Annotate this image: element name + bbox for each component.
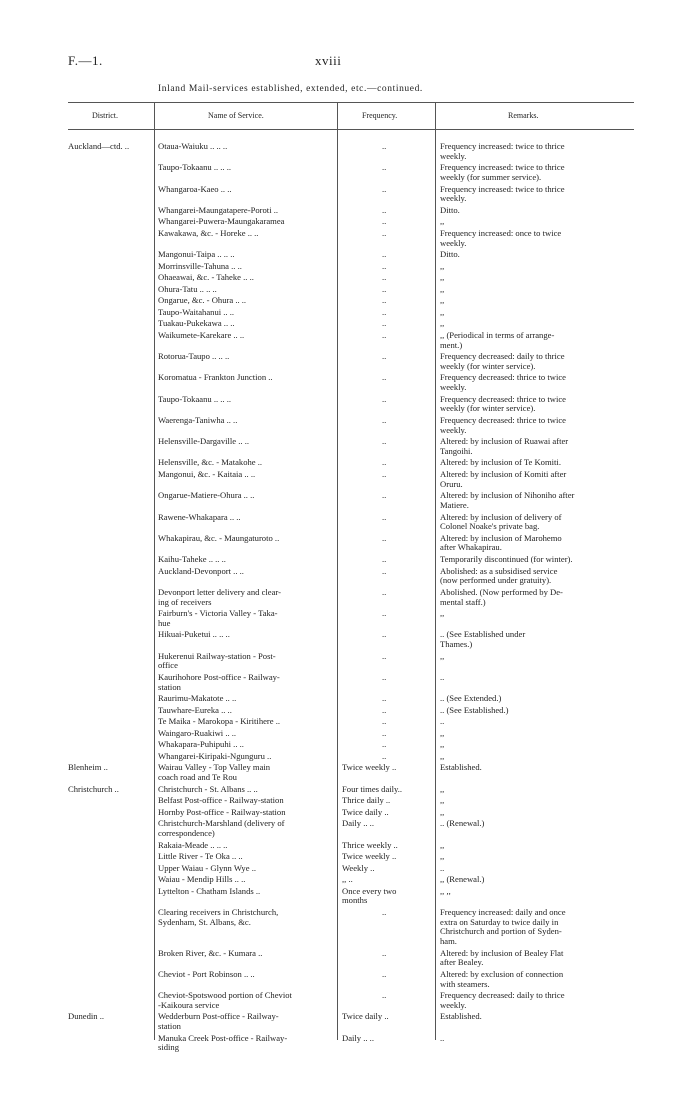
service-name-cell: Little River - Te Oka .. .. (158, 851, 243, 862)
service-name-cell: Manuka Creek Post-office - Railway- (158, 1032, 288, 1043)
remarks-cell: weekly. (440, 193, 467, 204)
column-divider-1 (154, 102, 155, 1040)
service-name-cell: correspondence) (158, 827, 215, 838)
service-name-cell: Christchurch-Marshland (delivery of (158, 818, 285, 829)
frequency-cell: Twice daily .. (342, 806, 389, 817)
frequency-cell: .. (382, 968, 387, 979)
remarks-cell: Altered: by inclusion of Ruawai after (440, 436, 569, 447)
frequency-cell: .. (382, 306, 387, 317)
table-title: Inland Mail-services established, extended, etc.—continued. (158, 84, 423, 94)
remarks-cell: .. (See Extended.) (440, 693, 502, 704)
remarks-cell: .. (440, 671, 445, 682)
service-name-cell: Auckland-Devonport .. .. (158, 565, 244, 576)
remarks-cell: Abolished. (Now performed by De- (440, 586, 563, 597)
frequency-cell: .. (382, 532, 387, 543)
remarks-cell: ,, (440, 283, 445, 294)
frequency-cell: .. (382, 204, 387, 215)
service-name-cell: Whangarei-Puwera-Maungakaramea (158, 216, 285, 227)
frequency-cell: .. (382, 629, 387, 640)
service-name-cell: Whangarei-Kiripaki-Ngunguru .. (158, 750, 272, 761)
frequency-cell: .. (382, 249, 387, 260)
remarks-cell: Thames.) (440, 639, 473, 649)
frequency-cell: Twice daily .. (342, 1011, 389, 1022)
remarks-cell: ,, (440, 272, 445, 283)
service-name-cell: Ongarue-Matiere-Ohura .. .. (158, 490, 255, 501)
remarks-cell: Frequency decreased: thrice to twice (440, 372, 566, 383)
column-header-frequency: Frequency. (362, 111, 398, 120)
remarks-cell: ,, (Renewal.) (440, 874, 485, 885)
service-name-cell: Helensville, &c. - Matakohe .. (158, 457, 263, 468)
remarks-cell: ,, (440, 306, 445, 317)
table-top-rule (68, 102, 634, 103)
service-name-cell: Fairburn's - Victoria Valley - Taka- (158, 608, 278, 619)
frequency-cell: .. (382, 650, 387, 661)
remarks-cell: Colonel Noake's private bag. (440, 521, 540, 532)
remarks-cell: ,, (440, 750, 445, 761)
service-name-cell: Tuakau-Pukekawa .. .. (158, 318, 235, 329)
remarks-cell: ,, (440, 650, 445, 661)
frequency-cell: .. (382, 947, 387, 958)
remarks-cell: mental staff.) (440, 596, 486, 607)
frequency-cell: .. (382, 393, 387, 404)
service-name-cell: Wedderburn Post-office - Railway- (158, 1011, 279, 1022)
remarks-cell: ment.) (440, 339, 463, 350)
remarks-cell: Frequency decreased: thrice to twice (440, 393, 566, 404)
page-reference: F.—1. (68, 53, 103, 68)
service-name-cell: Hukerenui Railway-station - Post- (158, 650, 276, 661)
frequency-cell: .. (382, 990, 387, 1001)
service-name-cell: Raurimu-Makatote .. .. (158, 693, 237, 704)
district-cell: Blenheim .. (68, 762, 108, 773)
remarks-cell: Temporarily discontinued (for winter). (440, 554, 573, 564)
column-header-remarks: Remarks. (508, 111, 539, 120)
frequency-cell: .. (382, 906, 387, 917)
frequency-cell: .. (382, 260, 387, 271)
remarks-cell: weekly. (440, 150, 467, 161)
service-name-cell: Rawene-Whakapara .. .. (158, 511, 241, 522)
page-number: xviii (315, 53, 342, 68)
service-name-cell: Sydenham, St. Albans, &c. (158, 916, 251, 927)
remarks-cell: weekly. (440, 237, 467, 248)
service-name-cell: Helensville-Dargaville .. .. (158, 436, 250, 447)
service-name-cell: Rakaia-Meade .. .. .. (158, 839, 228, 850)
service-name-cell: Kaihu-Taheke .. .. .. (158, 554, 226, 564)
remarks-cell: after Whakapirau. (440, 542, 502, 553)
service-name-cell: Kawakawa, &c. - Horeke .. .. (158, 227, 259, 238)
frequency-cell: .. (382, 216, 387, 227)
service-name-cell: Whakapirau, &c. - Maungaturoto .. (158, 532, 280, 543)
frequency-cell: Once every two (342, 885, 397, 896)
remarks-cell: .. (See Established under (440, 629, 526, 640)
column-divider-3 (435, 102, 436, 1040)
remarks-cell: ,, (440, 216, 445, 227)
frequency-cell: .. (382, 750, 387, 761)
frequency-cell: .. (382, 162, 387, 173)
remarks-cell: weekly (for summer service). (440, 171, 542, 182)
frequency-cell: .. (382, 227, 387, 238)
frequency-cell: Thrice weekly .. (342, 839, 398, 850)
service-name-cell: Clearing receivers in Christchurch, (158, 906, 279, 917)
remarks-cell: Established. (440, 762, 482, 773)
service-name-cell: Cheviot-Spotswood portion of Cheviot (158, 990, 292, 1001)
remarks-cell: Oruru. (440, 478, 463, 489)
district-cell: Christchurch .. (68, 783, 119, 794)
service-name-cell: station (158, 1021, 181, 1032)
service-name-cell: Lyttelton - Chatham Islands .. (158, 885, 261, 896)
remarks-cell: Ditto. (440, 204, 460, 215)
service-name-cell: Hikuai-Puketui .. .. .. (158, 629, 230, 640)
service-name-cell: Waikumete-Karekare .. .. (158, 329, 245, 340)
frequency-cell: .. (382, 511, 387, 522)
remarks-cell: Ditto. (440, 249, 460, 260)
service-name-cell: Te Maika - Marokopa - Kiritihere .. (158, 716, 281, 727)
service-name-cell: -Kaikoura service (158, 999, 220, 1010)
frequency-cell: ,, .. (342, 874, 353, 885)
frequency-cell: Thrice daily .. (342, 795, 391, 806)
frequency-cell: .. (382, 704, 387, 715)
service-name-cell: Whangarei-Maungatapere-Poroti .. (158, 204, 279, 215)
frequency-cell: .. (382, 490, 387, 501)
frequency-cell: .. (382, 716, 387, 727)
frequency-cell: .. (382, 554, 387, 564)
remarks-cell: weekly (for winter service). (440, 360, 536, 371)
remarks-cell: ,, (440, 260, 445, 271)
remarks-cell: ,, (440, 806, 445, 817)
service-name-cell: Waerenga-Taniwha .. .. (158, 414, 238, 425)
frequency-cell: .. (382, 183, 387, 194)
remarks-cell: Frequency increased: twice to thrice (440, 141, 565, 151)
service-name-cell: Taupo-Waitahanui .. .. (158, 306, 235, 317)
remarks-cell: Christchurch and portion of Syden- (440, 926, 562, 937)
service-name-cell: siding (158, 1042, 180, 1053)
frequency-cell: .. (382, 586, 387, 597)
column-divider-2 (337, 102, 338, 1040)
frequency-cell: .. (382, 608, 387, 619)
remarks-cell: with steamers. (440, 978, 490, 989)
service-name-cell: Tauwhare-Eureka .. .. (158, 704, 232, 715)
remarks-cell: Matiere. (440, 499, 469, 510)
remarks-cell: ,, (440, 608, 445, 619)
remarks-cell: Frequency increased: daily and once (440, 906, 566, 917)
frequency-cell: Four times daily.. (342, 783, 403, 794)
service-name-cell: Upper Waiau - Glynn Wye .. (158, 862, 256, 873)
district-cell: Dunedin .. (68, 1011, 105, 1022)
remarks-cell: weekly. (440, 424, 467, 435)
remarks-cell: Frequency increased: twice to thrice (440, 162, 565, 173)
service-name-cell: hue (158, 617, 171, 628)
service-name-cell: office (158, 660, 178, 671)
service-name-cell: Whakapara-Puhipuhi .. .. (158, 739, 244, 750)
remarks-cell: weekly. (440, 382, 467, 393)
service-name-cell: Otaua-Waiuku .. .. .. (158, 141, 228, 151)
service-name-cell: Kaurihohore Post-office - Railway- (158, 671, 280, 682)
frequency-cell: .. (382, 295, 387, 306)
frequency-cell: .. (382, 283, 387, 294)
frequency-cell: Weekly .. (342, 862, 375, 873)
remarks-cell: ,, (440, 295, 445, 306)
remarks-cell: Altered: by inclusion of Marohemo (440, 532, 562, 543)
remarks-cell: Altered: by inclusion of delivery of (440, 511, 562, 522)
service-name-cell: station (158, 681, 181, 692)
frequency-cell: months (342, 895, 368, 906)
remarks-cell: Abolished: as a subsidised service (440, 565, 558, 576)
remarks-cell: ,, (440, 739, 445, 750)
service-name-cell: ing of receivers (158, 596, 212, 607)
remarks-cell: Altered: by exclusion of connection (440, 968, 564, 979)
remarks-cell: .. (See Established.) (440, 704, 509, 715)
frequency-cell: .. (382, 457, 387, 468)
remarks-cell: after Bealey. (440, 957, 484, 968)
service-name-cell: Ohaeawai, &c. - Taheke .. .. (158, 272, 254, 283)
remarks-cell: Frequency decreased: daily to thrice (440, 990, 565, 1001)
frequency-cell: .. (382, 671, 387, 682)
frequency-cell: .. (382, 565, 387, 576)
remarks-cell: Tangoihi. (440, 445, 473, 456)
frequency-cell: .. (382, 351, 387, 362)
service-name-cell: Christchurch - St. Albans .. .. (158, 783, 258, 794)
service-name-cell: Wairau Valley - Top Valley main (158, 762, 271, 773)
service-name-cell: Waiau - Mendip Hills .. .. (158, 874, 246, 885)
service-name-cell: Mangonui, &c. - Kaitaia .. .. (158, 469, 256, 479)
frequency-cell: .. (382, 414, 387, 425)
frequency-cell: Daily .. .. (342, 818, 374, 829)
service-name-cell: Broken River, &c. - Kumara .. (158, 947, 263, 958)
remarks-cell: Established. (440, 1011, 482, 1022)
remarks-cell: ,, (440, 783, 445, 794)
remarks-cell: .. (440, 862, 445, 873)
remarks-cell: extra on Saturday to twice daily in (440, 916, 559, 927)
remarks-cell: Altered: by inclusion of Te Komiti. (440, 457, 561, 468)
remarks-cell: (now performed under gratuity). (440, 575, 552, 586)
frequency-cell: .. (382, 469, 387, 479)
frequency-cell: .. (382, 739, 387, 750)
service-name-cell: Ohura-Tatu .. .. .. (158, 283, 217, 294)
remarks-cell: Frequency decreased: thrice to twice (440, 414, 566, 425)
frequency-cell: Twice weekly .. (342, 851, 397, 862)
frequency-cell: .. (382, 727, 387, 738)
service-name-cell: coach road and Te Rou (158, 772, 237, 783)
remarks-cell: Frequency increased: once to twice (440, 227, 562, 238)
frequency-cell: .. (382, 141, 387, 151)
frequency-cell: .. (382, 693, 387, 704)
remarks-cell: .. (440, 1032, 445, 1043)
service-name-cell: Taupo-Tokaanu .. .. .. (158, 162, 232, 173)
district-cell: Auckland—ctd. .. (68, 141, 130, 151)
header-bottom-rule (68, 129, 634, 130)
frequency-cell: .. (382, 436, 387, 447)
remarks-cell: ,, (440, 795, 445, 806)
frequency-cell: .. (382, 318, 387, 329)
frequency-cell: .. (382, 272, 387, 283)
service-name-cell: Waingaro-Ruakiwi .. .. (158, 727, 237, 738)
service-name-cell: Ongarue, &c. - Ohura .. .. (158, 295, 247, 306)
remarks-cell: Altered: by inclusion of Nihoniho after (440, 490, 575, 501)
remarks-cell: .. (440, 716, 445, 727)
service-name-cell: Mangonui-Taipa .. .. .. (158, 249, 235, 260)
frequency-cell: .. (382, 372, 387, 383)
service-name-cell: Taupo-Tokaanu .. .. .. (158, 393, 232, 404)
column-header-district: District. (92, 111, 118, 120)
remarks-cell: .. (Renewal.) (440, 818, 485, 829)
remarks-cell: Frequency decreased: daily to thrice (440, 351, 565, 362)
remarks-cell: ,, (Periodical in terms of arrange- (440, 329, 555, 340)
remarks-cell: ,, (440, 318, 445, 329)
remarks-cell: ham. (440, 936, 457, 947)
service-name-cell: Morrinsville-Tahuna .. .. (158, 260, 242, 271)
remarks-cell: Frequency increased: twice to thrice (440, 183, 565, 194)
remarks-cell: ,, (440, 839, 445, 850)
service-name-cell: Cheviot - Port Robinson .. .. (158, 968, 255, 979)
remarks-cell: Altered: by inclusion of Komiti after (440, 469, 567, 479)
remarks-cell: ,, (440, 727, 445, 738)
frequency-cell: Daily .. .. (342, 1032, 374, 1043)
frequency-cell: Twice weekly .. (342, 762, 397, 773)
remarks-cell: weekly (for winter service). (440, 403, 536, 414)
service-name-cell: Belfast Post-office - Railway-station (158, 795, 284, 806)
remarks-cell: Altered: by inclusion of Bealey Flat (440, 947, 564, 958)
service-name-cell: Rotorua-Taupo .. .. .. (158, 351, 230, 362)
service-name-cell: Devonport letter delivery and clear- (158, 586, 281, 597)
service-name-cell: Hornby Post-office - Railway-station (158, 806, 286, 817)
service-name-cell: Whangaroa-Kaeo .. .. (158, 183, 232, 194)
remarks-cell: weekly. (440, 999, 467, 1010)
service-name-cell: Koromatua - Frankton Junction .. (158, 372, 273, 383)
column-header-service: Name of Service. (208, 111, 264, 120)
remarks-cell: ,, ,, (440, 885, 451, 896)
frequency-cell: .. (382, 329, 387, 340)
remarks-cell: ,, (440, 851, 445, 862)
